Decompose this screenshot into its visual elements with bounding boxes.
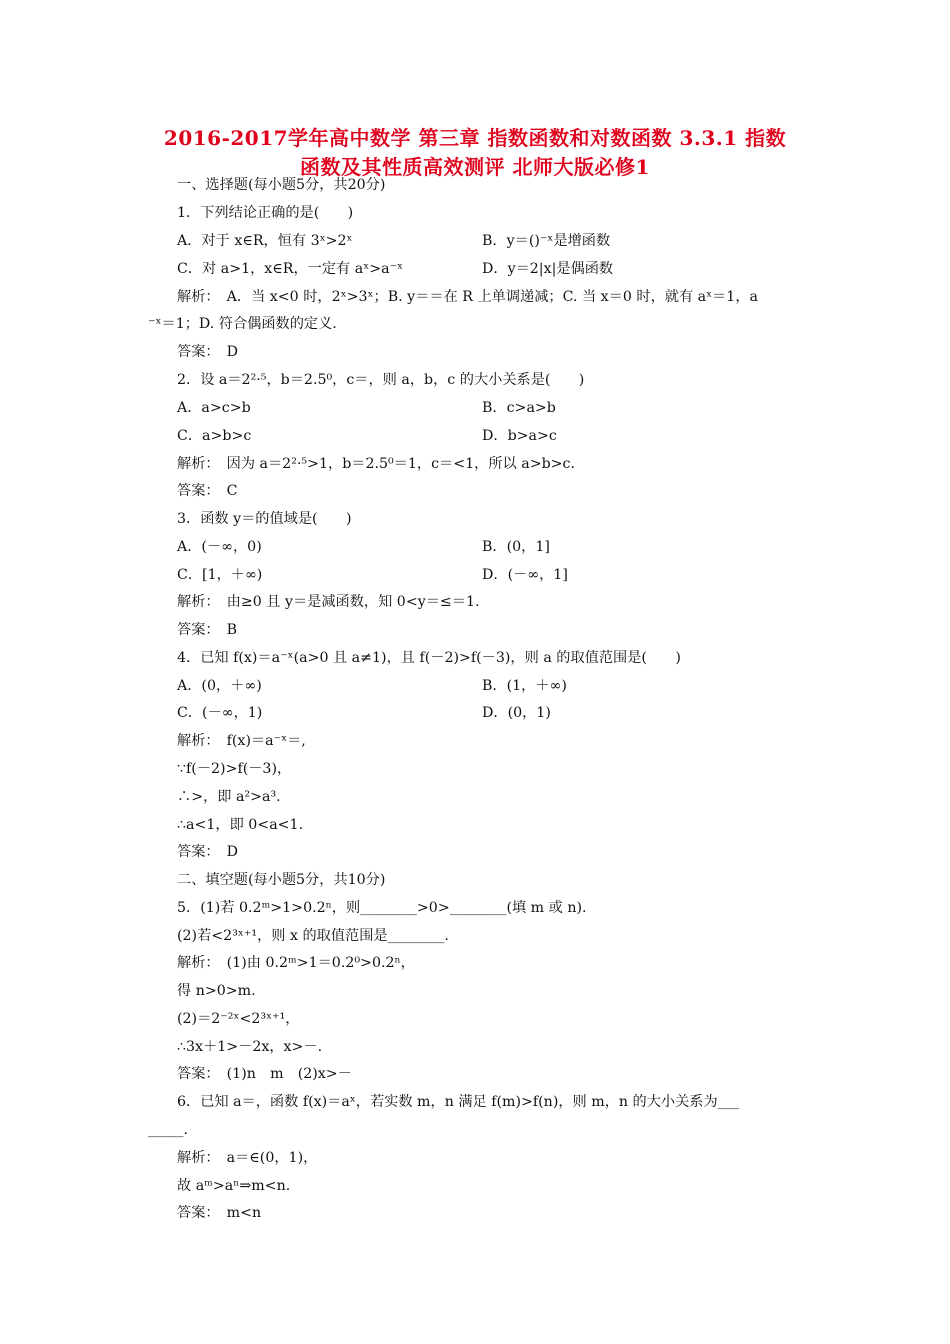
text-line-q4e2: ∵f(－2)>f(－3)，: [177, 761, 292, 777]
text-line-q6e2: 故 aᵐ>aⁿ⇒m<n.: [177, 1178, 291, 1194]
text-line-q1a: A．对于 x∈R，恒有 3ˣ>2ˣ: [177, 233, 353, 249]
text-line-q2ans: 答案： C: [177, 483, 238, 499]
text-line-q2a: A．a>c>b: [177, 400, 251, 416]
text-line-q1e2: ⁻ˣ＝1；D. 符合偶函数的定义.: [148, 316, 337, 332]
text-line-q1ans: 答案： D: [177, 344, 239, 360]
text-line-q6b: _____.: [148, 1122, 188, 1138]
text-line-q5ans: 答案： (1)n m (2)x>－: [177, 1066, 352, 1082]
text-line-q1b: B．y＝()⁻ˣ是增函数: [482, 233, 611, 249]
text-line-q1: 1．下列结论正确的是( ): [177, 205, 354, 221]
text-line-q4c: C．(－∞，1): [177, 705, 263, 721]
text-line-s1: 一、选择题(每小题5分，共20分): [177, 177, 386, 193]
text-line-q3d: D．(－∞，1]: [482, 567, 568, 583]
text-line-q4e1: 解析： f(x)＝a⁻ˣ＝,: [177, 733, 306, 749]
text-line-q6e1: 解析： a＝∈(0，1)，: [177, 1150, 318, 1166]
text-line-q1c: C．对 a>1，x∈R，一定有 aˣ>a⁻ˣ: [177, 261, 404, 277]
text-line-q4b: B．(1，＋∞): [482, 678, 567, 694]
text-line-q2e: 解析： 因为 a＝2²·⁵>1，b＝2.5⁰＝1，c＝<1，所以 a>b>c.: [177, 456, 576, 472]
text-line-q2: 2．设 a＝2²·⁵，b＝2.5⁰，c＝，则 a，b，c 的大小关系是( ): [177, 372, 585, 388]
text-line-s2: 二、填空题(每小题5分，共10分): [177, 872, 386, 888]
text-line-q5b: (2)若<2³ˣ⁺¹，则 x 的取值范围是________.: [177, 928, 449, 944]
text-line-q5e4: ∴3x＋1>－2x，x>－.: [177, 1039, 323, 1055]
text-line-q4e4: ∴a<1，即 0<a<1.: [177, 817, 304, 833]
text-line-q4ans: 答案： D: [177, 844, 239, 860]
text-line-q2b: B．c>a>b: [482, 400, 556, 416]
document-title-line-1: 2016-2017学年高中数学 第三章 指数函数和对数函数 3.3.1 指数: [163, 126, 787, 150]
text-line-q4: 4．已知 f(x)＝a⁻ˣ(a>0 且 a≠1)，且 f(－2)>f(－3)，则 a 的取值范围是( ): [177, 650, 681, 666]
text-line-q5e3: (2)＝2⁻²ˣ<2³ˣ⁺¹，: [177, 1011, 300, 1027]
text-line-q3a: A．(－∞，0): [177, 539, 262, 555]
text-line-q1d: D．y＝2|x|是偶函数: [482, 261, 614, 277]
text-line-q3c: C．[1，＋∞): [177, 567, 263, 583]
document-title-line-2: 函数及其性质高效测评 北师大版必修1: [300, 155, 650, 179]
text-line-q2d: D．b>a>c: [482, 428, 557, 444]
text-line-q2c: C．a>b>c: [177, 428, 252, 444]
text-line-q6: 6．已知 a＝，函数 f(x)＝aˣ，若实数 m，n 满足 f(m)>f(n)，则 m，n 的大小关系为___: [177, 1094, 739, 1110]
text-line-q4a: A．(0，＋∞): [177, 678, 262, 694]
text-line-q5: 5．(1)若 0.2ᵐ>1>0.2ⁿ，则________>0>________(填 m 或 n).: [177, 900, 587, 916]
text-line-q3ans: 答案： B: [177, 622, 238, 638]
text-line-q6ans: 答案： m<n: [177, 1205, 262, 1221]
text-line-q5e1: 解析： (1)由 0.2ᵐ>1＝0.2⁰>0.2ⁿ，: [177, 955, 415, 971]
text-line-q3: 3．函数 y＝的值域是( ): [177, 511, 352, 527]
text-line-q4d: D．(0，1): [482, 705, 551, 721]
text-line-q3e: 解析： 由≥0 且 y＝是减函数，知 0<y＝≤＝1.: [177, 594, 480, 610]
text-line-q4e3: ∴>，即 a²>a³.: [177, 789, 281, 805]
text-line-q5e2: 得 n>0>m.: [177, 983, 256, 999]
text-line-q3b: B．(0，1]: [482, 539, 550, 555]
text-line-q1e1: 解析： A．当 x<0 时，2ˣ>3ˣ；B. y＝＝在 R 上单调递减；C. 当 x＝0 时，就有 aˣ＝1，a: [177, 289, 758, 305]
